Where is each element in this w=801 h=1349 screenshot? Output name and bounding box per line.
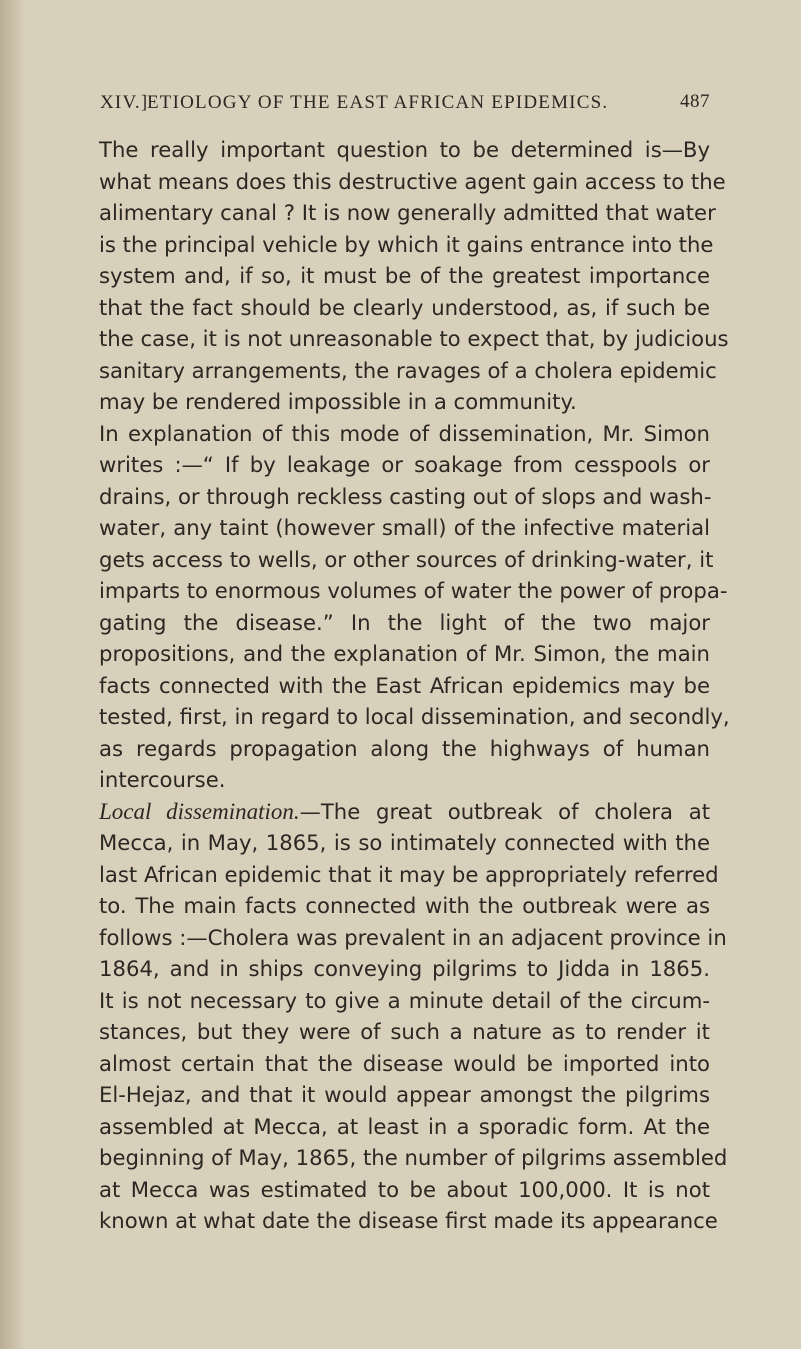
text-line: follows :—Cholera was prevalent in an adjacent province in	[99, 924, 727, 950]
text-line: is the principal vehicle by which it gains entrance into the	[99, 231, 714, 257]
text-line: gating the disease.” In the light of the two major	[99, 609, 710, 635]
text-line: writes :—“ If by leakage or soakage from cesspools or	[99, 452, 710, 477]
text-fragment: —The great outbreak of cholera at	[299, 798, 710, 824]
text-line: intercourse.	[99, 767, 226, 792]
text-line: water, any taint (however small) of the infective material	[99, 515, 710, 540]
text-line: the case, it is not unreasonable to expect that, by judicious	[99, 326, 729, 351]
text-line: may be rendered impossible in a community.	[99, 389, 577, 414]
chapter-number: XIV.]	[100, 92, 149, 113]
text-line: at Mecca was estimated to be about 100,000. It is not	[99, 1176, 710, 1202]
paragraph-2	[99, 418, 730, 796]
text-line: Mecca, in May, 1865, is so intimately connected with the	[99, 830, 710, 855]
text-line: It is not necessary to give a minute detail of the circum-	[99, 987, 710, 1013]
text-line: El-Hejaz, and that it would appear amongst the pilgrims	[99, 1082, 710, 1107]
running-header	[100, 78, 710, 118]
page-number: 487	[680, 91, 710, 112]
text-line: alimentary canal ? It is now generally admitted that water	[99, 200, 716, 225]
text-line: sanitary arrangements, the ravages of a cholera epidemic	[99, 357, 717, 383]
text-line: what means does this destructive agent gain access to the	[99, 168, 726, 194]
text-line: to. The main facts connected with the outbreak were as	[99, 893, 710, 918]
text-line: In explanation of this mode of dissemination, Mr. Simon	[99, 420, 710, 446]
text-line: beginning of May, 1865, the number of pilgrims assembled	[99, 1145, 728, 1170]
text-line: drains, or through reckless casting out of slops and wash-	[99, 483, 712, 509]
text-line: known at what date the disease first made its appearance	[99, 1208, 718, 1233]
text-line: assembled at Mecca, at least in a sporadic form. At the	[99, 1113, 710, 1139]
text-line: last African epidemic that it may be appropriately referred	[99, 861, 719, 887]
text-line: gets access to wells, or other sources of drinking-water, it	[99, 546, 714, 572]
text-line: almost certain that the disease would be imported into	[99, 1050, 710, 1076]
text-line: as regards propagation along the highways of human	[99, 735, 710, 761]
text-line: facts connected with the East African epidemics may be	[99, 672, 710, 698]
text-line: that the fact should be clearly understood, as, if such be	[99, 294, 710, 320]
text-line-with-heading	[99, 796, 710, 828]
text-line: imparts to enormous volumes of water the power of propa-	[99, 578, 728, 603]
text-line: stances, but they were of such a nature as to render it	[99, 1019, 710, 1044]
body-text	[99, 134, 730, 1237]
text-line: 1864, and in ships conveying pilgrims to Jidda in 1865.	[99, 956, 710, 981]
text-line: The really important question to be determined is—By	[99, 137, 710, 162]
text-line: system and, if so, it must be of the greatest importance	[99, 263, 710, 288]
paragraph-1	[99, 134, 729, 418]
text-line: tested, first, in regard to local dissemination, and secondly,	[99, 704, 730, 729]
text-line: propositions, and the explanation of Mr. Simon, the main	[99, 641, 710, 666]
page-edge-shadow	[0, 0, 26, 1349]
paragraph-3	[99, 796, 728, 1237]
running-title: ETIOLOGY OF THE EAST AFRICAN EPIDEMICS.	[147, 92, 609, 113]
section-heading-italic: Local dissemination.	[99, 798, 300, 824]
